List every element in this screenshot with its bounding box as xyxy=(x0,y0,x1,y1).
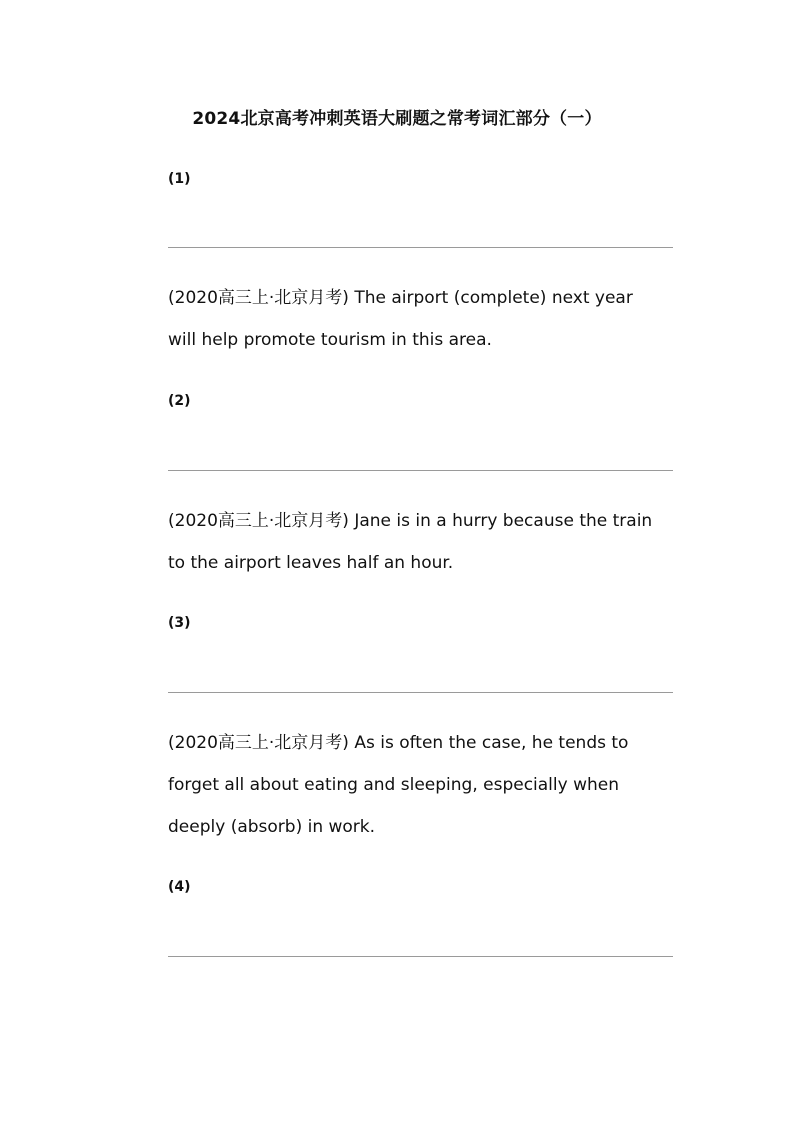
question-1-source: (2020高三上·北京月考) xyxy=(168,288,349,308)
question-3-line-1 xyxy=(168,722,678,764)
page-title: 2024北京高考冲刺英语大刷题之常考词汇部分（一） xyxy=(192,109,602,129)
question-3-line-2: forget all about eating and sleeping, especially when xyxy=(168,775,619,795)
question-1-line-1 xyxy=(168,277,678,319)
question-2-line-1 xyxy=(168,500,678,542)
answer-line-2 xyxy=(168,470,673,471)
question-3-line-1-text: As is often the case, he tends to xyxy=(354,733,629,753)
question-2-line-1-text: Jane is in a hurry because the train xyxy=(354,511,653,531)
answer-line-3 xyxy=(168,692,673,693)
question-number-1: (1) xyxy=(168,171,191,187)
question-text-2 xyxy=(168,500,678,584)
question-1-line-1-text: The airport (complete) next year xyxy=(354,288,633,308)
question-number-2: (2) xyxy=(168,393,191,409)
question-2-source: (2020高三上·北京月考) xyxy=(168,511,349,531)
question-1-line-2: will help promote tourism in this area. xyxy=(168,330,492,350)
question-2-line-2: to the airport leaves half an hour. xyxy=(168,553,454,573)
question-3-source: (2020高三上·北京月考) xyxy=(168,733,349,753)
question-number-3: (3) xyxy=(168,615,191,631)
question-text-3 xyxy=(168,722,678,848)
answer-line-1 xyxy=(168,247,673,248)
question-number-4: (4) xyxy=(168,879,191,895)
question-3-line-3: deeply (absorb) in work. xyxy=(168,817,376,837)
answer-line-4 xyxy=(168,956,673,957)
question-text-1 xyxy=(168,277,678,361)
